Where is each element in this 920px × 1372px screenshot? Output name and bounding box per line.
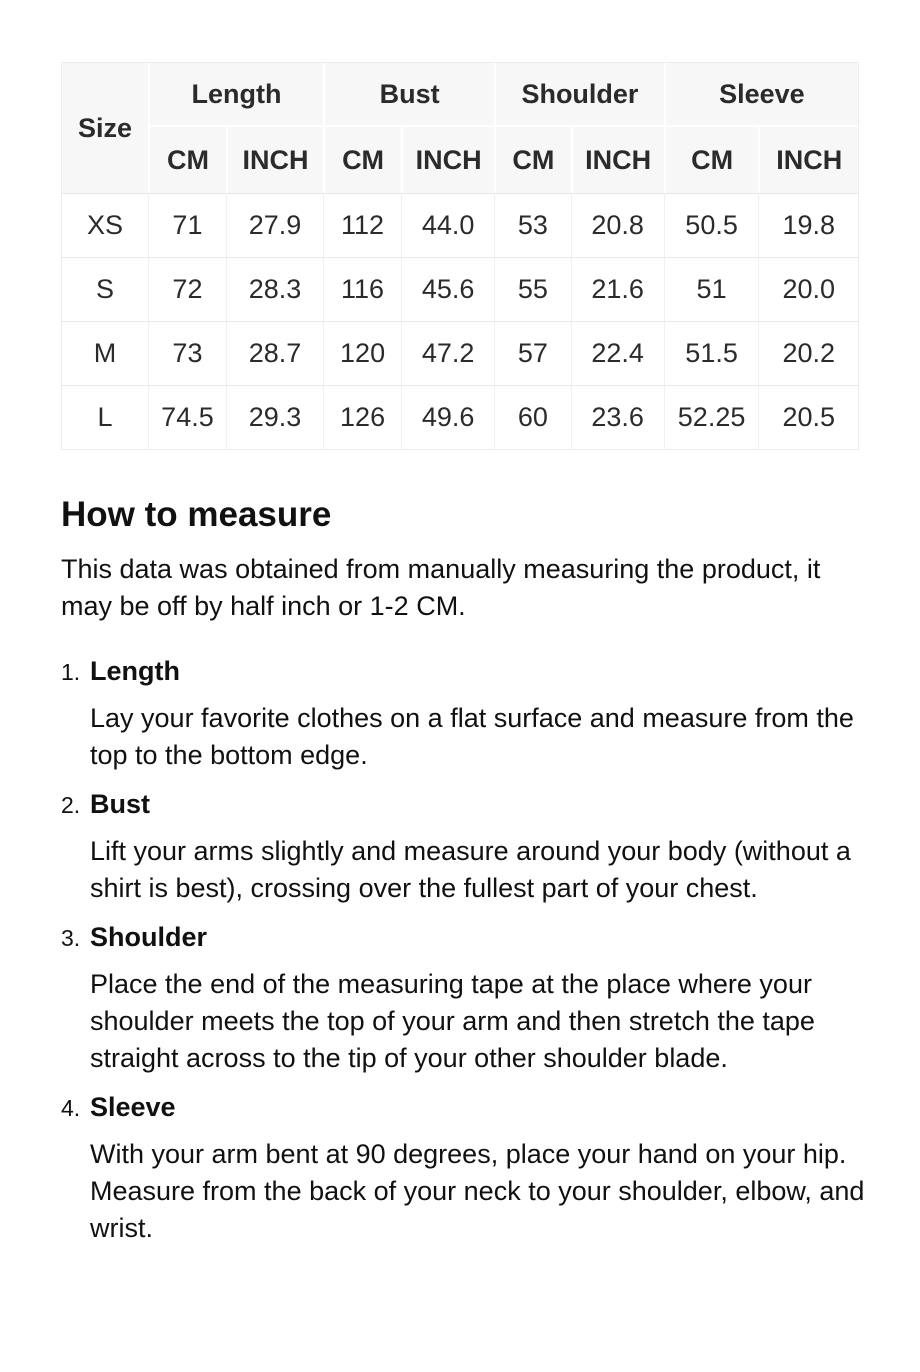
step-body <box>90 653 859 774</box>
unit-header-sleeve-inch: INCH <box>758 125 858 193</box>
size-cell: S <box>62 257 148 321</box>
step-body <box>90 919 859 1077</box>
step-number: 3. <box>61 925 81 951</box>
unit-header-shoulder-inch: INCH <box>571 125 664 193</box>
value-cell: 23.6 <box>571 385 664 449</box>
table-row-xs <box>62 193 858 257</box>
col-group-length: Length <box>148 63 323 125</box>
step-number: 1. <box>61 659 81 685</box>
col-group-bust: Bust <box>323 63 494 125</box>
value-cell: 19.8 <box>758 193 858 257</box>
value-cell: 53 <box>494 193 570 257</box>
value-cell: 20.8 <box>571 193 664 257</box>
measure-step-length <box>61 653 859 774</box>
size-cell: L <box>62 385 148 449</box>
value-cell: 72 <box>148 257 226 321</box>
unit-header-length-cm: CM <box>148 125 226 193</box>
col-header-size: Size <box>62 63 148 193</box>
table-row-s <box>62 257 858 321</box>
value-cell: 22.4 <box>571 321 664 385</box>
value-cell: 27.9 <box>226 193 323 257</box>
table-header-units <box>62 125 858 193</box>
value-cell: 20.0 <box>758 257 858 321</box>
measure-step-bust <box>61 786 859 907</box>
step-description-bust: Lift your arms slightly and measure around your body (without a shirt is best), crossing over the fullest part of your chest. <box>90 836 851 903</box>
table-header-groups <box>62 63 858 125</box>
value-cell: 52.25 <box>664 385 759 449</box>
step-number: 4. <box>61 1095 81 1121</box>
value-cell: 74.5 <box>148 385 226 449</box>
how-to-measure-title: How to measure <box>61 495 332 534</box>
size-cell: XS <box>62 193 148 257</box>
unit-header-bust-cm: CM <box>323 125 401 193</box>
measure-step-sleeve <box>61 1089 865 1247</box>
value-cell: 44.0 <box>401 193 494 257</box>
unit-header-sleeve-cm: CM <box>664 125 759 193</box>
unit-header-shoulder-cm: CM <box>494 125 570 193</box>
size-cell: M <box>62 321 148 385</box>
step-description-length: Lay your favorite clothes on a flat surface and measure from the top to the bottom edge. <box>90 703 854 770</box>
value-cell: 49.6 <box>401 385 494 449</box>
value-cell: 73 <box>148 321 226 385</box>
measure-steps-list <box>61 653 865 1247</box>
value-cell: 57 <box>494 321 570 385</box>
value-cell: 20.2 <box>758 321 858 385</box>
step-number: 2. <box>61 792 81 818</box>
value-cell: 60 <box>494 385 570 449</box>
step-title-bust: Bust <box>90 789 150 819</box>
value-cell: 51.5 <box>664 321 759 385</box>
value-cell: 21.6 <box>571 257 664 321</box>
step-title-length: Length <box>90 656 180 686</box>
col-group-shoulder: Shoulder <box>494 63 664 125</box>
step-description-sleeve: With your arm bent at 90 degrees, place your hand on your hip. Measure from the back of your neck to your shoulder, elbow, and wrist. <box>90 1139 865 1243</box>
unit-header-length-inch: INCH <box>226 125 323 193</box>
value-cell: 116 <box>323 257 401 321</box>
how-to-measure-intro: This data was obtained from manually measuring the product, it may be off by half inch or 1-2 CM. <box>61 554 821 621</box>
value-cell: 120 <box>323 321 401 385</box>
step-title-sleeve: Sleeve <box>90 1092 176 1122</box>
value-cell: 71 <box>148 193 226 257</box>
value-cell: 29.3 <box>226 385 323 449</box>
step-body <box>90 1089 865 1247</box>
step-body <box>90 786 859 907</box>
value-cell: 50.5 <box>664 193 759 257</box>
step-description-shoulder: Place the end of the measuring tape at the place where your shoulder meets the top of your arm and then stretch the tape straight across to the tip of your other shoulder blade. <box>90 969 815 1073</box>
col-group-sleeve: Sleeve <box>664 63 858 125</box>
value-cell: 28.7 <box>226 321 323 385</box>
table-row-m <box>62 321 858 385</box>
value-cell: 126 <box>323 385 401 449</box>
value-cell: 47.2 <box>401 321 494 385</box>
step-title-shoulder: Shoulder <box>90 922 208 952</box>
measure-step-shoulder <box>61 919 859 1077</box>
value-cell: 28.3 <box>226 257 323 321</box>
table-row-l <box>62 385 858 449</box>
unit-header-bust-inch: INCH <box>401 125 494 193</box>
value-cell: 45.6 <box>401 257 494 321</box>
size-chart-table <box>61 62 859 450</box>
value-cell: 55 <box>494 257 570 321</box>
value-cell: 112 <box>323 193 401 257</box>
value-cell: 20.5 <box>758 385 858 449</box>
value-cell: 51 <box>664 257 759 321</box>
